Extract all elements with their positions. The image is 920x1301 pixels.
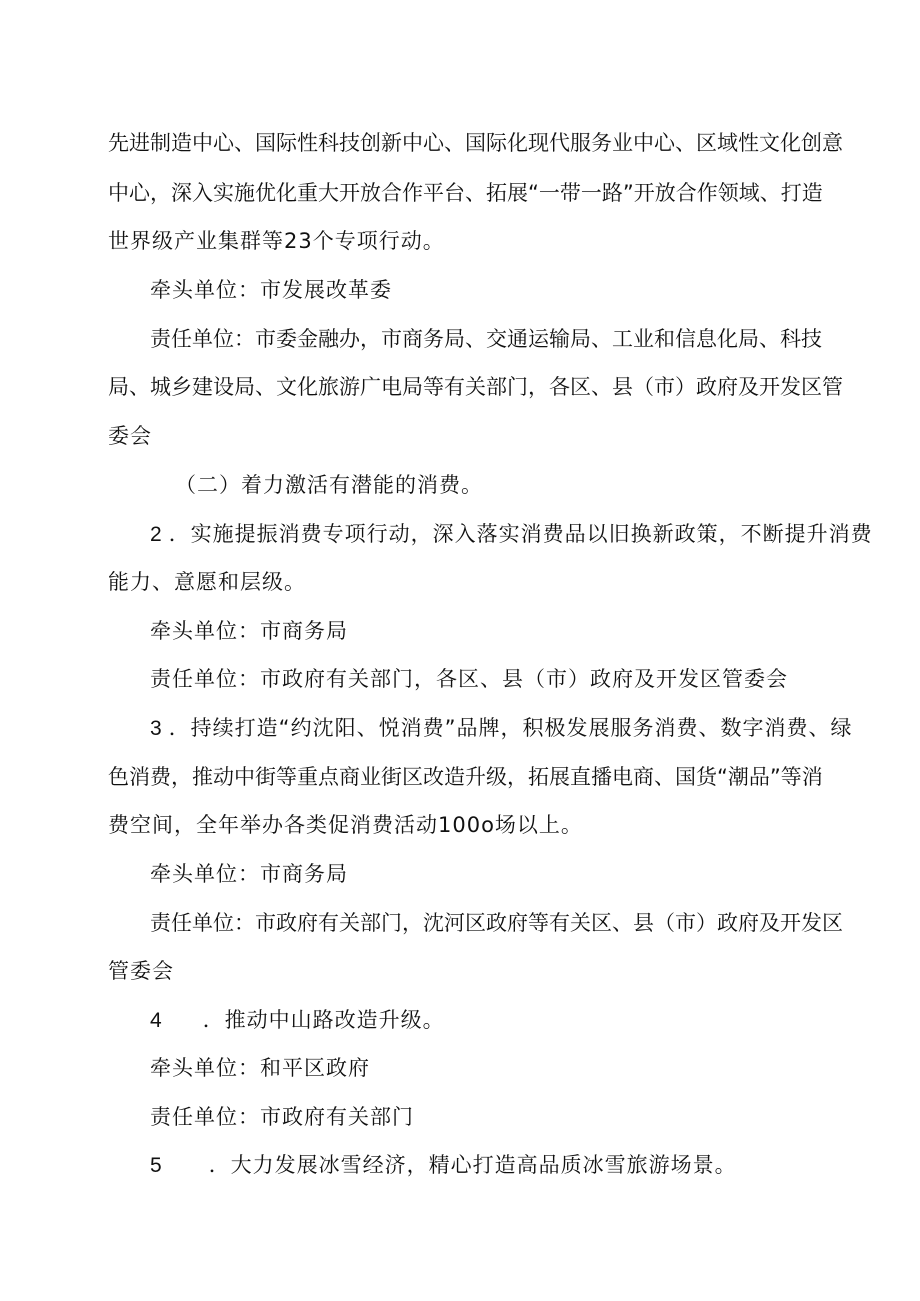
list-item-5 — [150, 1152, 810, 1179]
paragraph-line: 费空间，全年举办各类促消费活动100o场以上。 — [108, 813, 583, 837]
section-heading: （二）着力激活有潜能的消费。 — [175, 473, 483, 497]
item-number: 2 — [150, 523, 163, 546]
item-text: ．推动中山路改造升级。 — [202, 1008, 445, 1032]
item-number: 4 — [150, 1009, 163, 1032]
responsible-units: 责任单位：市委金融办，市商务局、交通运输局、工业和信息化局、科技 — [150, 327, 822, 351]
lead-unit: 牵头单位：市商务局 — [150, 619, 348, 643]
responsible-units: 责任单位：市政府有关部门，沈河区政府等有关区、县（市）政府及开发区 — [150, 911, 843, 935]
list-item-4 — [150, 1007, 810, 1034]
item-number: 3 — [150, 717, 163, 740]
responsible-units: 委会 — [108, 424, 152, 448]
item-text: ．大力发展冰雪经济，精心打造高品质冰雪旅游场景。 — [208, 1153, 737, 1177]
item-number: 5 — [150, 1154, 163, 1177]
paragraph-line: 色消费，推动中街等重点商业街区改造升级，拓展直播电商、国货“潮品”等消 — [108, 765, 823, 789]
responsible-units: 责任单位：市政府有关部门 — [150, 1105, 414, 1129]
responsible-units: 管委会 — [108, 959, 174, 983]
list-item-2 — [150, 521, 873, 548]
lead-unit: 牵头单位：市发展改革委 — [150, 278, 392, 302]
item-text: ．实施提振消费专项行动，深入落实消费品以旧换新政策，不断提升消费 — [168, 522, 873, 546]
list-item-3 — [150, 715, 853, 742]
responsible-units: 责任单位：市政府有关部门，各区、县（市）政府及开发区管委会 — [150, 667, 788, 691]
lead-unit: 牵头单位：市商务局 — [150, 862, 348, 886]
paragraph-line: 先进制造中心、国际性科技创新中心、国际化现代服务业中心、区域性文化创意 — [108, 131, 843, 155]
paragraph-line: 中心，深入实施优化重大开放合作平台、拓展“一带一路”开放合作领域、打造 — [108, 181, 823, 205]
paragraph-line: 世界级产业集群等23个专项行动。 — [108, 229, 445, 253]
item-text: ．持续打造“约沈阳、悦消费”品牌，积极发展服务消费、数字消费、绿 — [168, 716, 853, 740]
paragraph-line: 能力、意愿和层级。 — [108, 570, 306, 594]
lead-unit: 牵头单位：和平区政府 — [150, 1056, 370, 1080]
responsible-units: 局、城乡建设局、文化旅游广电局等有关部门，各区、县（市）政府及开发区管 — [108, 375, 843, 399]
